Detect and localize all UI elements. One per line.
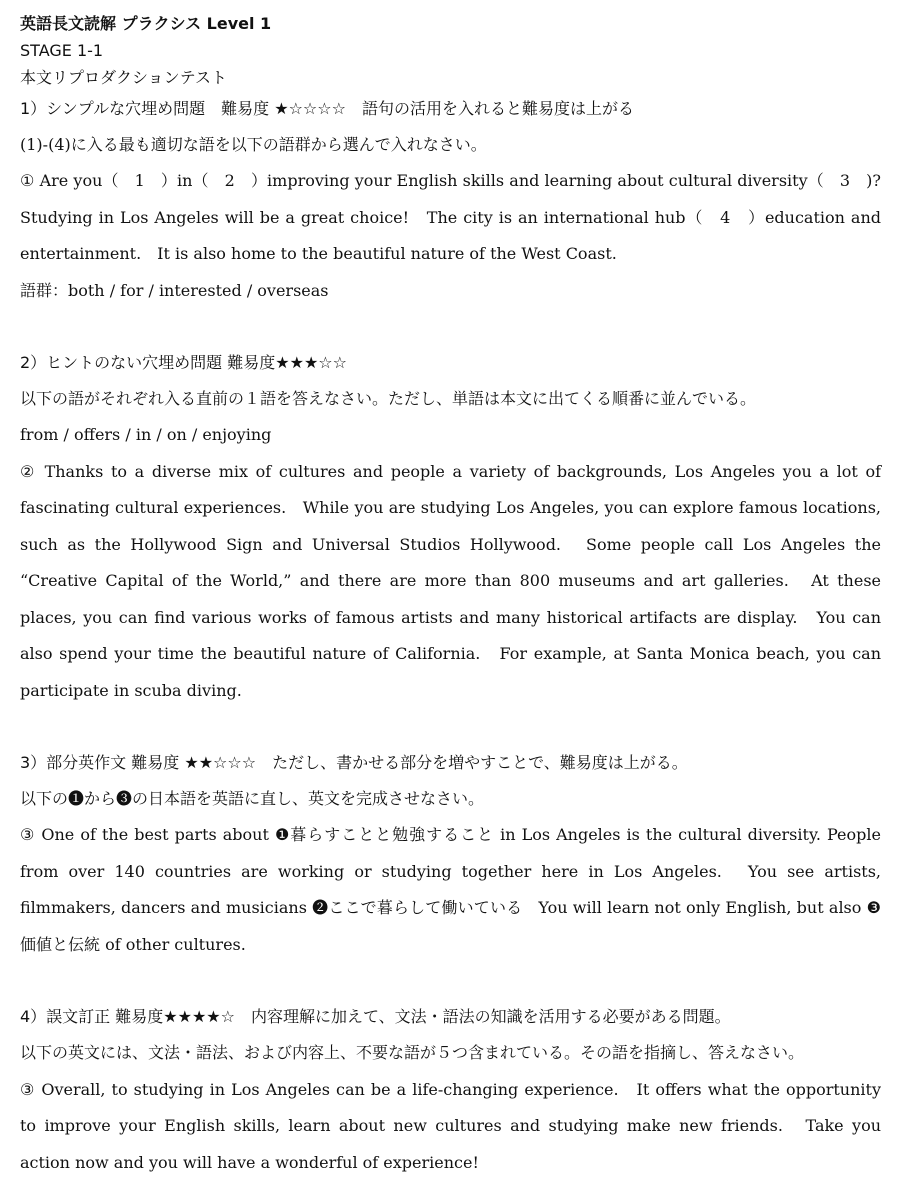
section-2-heading: 2）ヒントのない穴埋め問題 難易度★★★☆☆ [20, 353, 347, 372]
stage-label: STAGE 1-1 [20, 41, 104, 60]
spacer [20, 963, 881, 999]
section-4-passage: ③ Overall, to studying in Los Angeles can be a life-changing experience. It offers what the opportunity to improve your English skills, learn about new cultures and studying make new friends. Take you action now and you will have a wonderful of experience! [20, 1079, 881, 1172]
section-1-heading: 1）シンプルな穴埋め問題 難易度 ★☆☆☆☆ 語句の活用を入れると難易度は上がる [20, 99, 634, 118]
section-1-vocab: 語群：both / for / interested / overseas [20, 280, 329, 300]
section-3 [20, 745, 881, 963]
document-title: 英語長文読解 プラクシス Level 1 [20, 14, 272, 33]
section-1-passage: ① Are you（ 1 ）in（ 2 ）improving your English skills and learning about cultural diversity（ 3 )? Studying in Los Angeles will be a great choice! The city is an international hub（ 4 ）education and entertainment. It is also home to the beautiful nature of the West Coast. [20, 171, 881, 263]
document-header [20, 10, 881, 91]
section-2-words: from / offers / in / on / enjoying [20, 425, 272, 444]
section-2-instruction: 以下の語がそれぞれ入る直前の１語を答えなさい。ただし、単語は本文に出てくる順番に並んでいる。 [20, 389, 757, 408]
section-3-heading: 3）部分英作文 難易度 ★★☆☆☆ ただし、書かせる部分を増やすことで、難易度は上がる。 [20, 753, 688, 772]
section-1 [20, 91, 881, 309]
section-4-instruction: 以下の英文には、文法・語法、および内容上、不要な語が５つ含まれている。その語を指摘し、答えなさい。 [20, 1043, 805, 1062]
section-2 [20, 345, 881, 709]
section-1-instruction: (1)-(4)に入る最も適切な語を以下の語群から選んで入れなさい。 [20, 135, 487, 154]
spacer [20, 309, 881, 345]
section-2-passage: ② Thanks to a diverse mix of cultures and people a variety of backgrounds, Los Angeles you a lot of fascinating cultural experiences. While you are studying Los Angeles, you can explore famous locations, such as the Hollywood Sign and Universal Studios Hollywood. Some people call Los Angeles the “Creative Capital of the World,” and there are more than 800 museums and art galleries. At these places, you can find various works of famous artists and many historical artifacts are display. You can also spend your time the beautiful nature of California. For example, at Santa Monica beach, you can participate in scuba diving. [20, 461, 881, 700]
section-3-instruction: 以下の❶から❸の日本語を英語に直し、英文を完成させなさい。 [20, 789, 485, 808]
document-subtitle: 本文リプロダクションテスト [20, 68, 228, 87]
section-4-heading: 4）誤文訂正 難易度★★★★☆ 内容理解に加えて、文法・語法の知識を活用する必要がある問題。 [20, 1007, 731, 1026]
spacer [20, 709, 881, 745]
section-4 [20, 999, 881, 1181]
section-3-passage: ③ One of the best parts about ❶暮らすことと勉強すること in Los Angeles is the cultural diversity. People from over 140 countries are working or studying together here in Los Angeles. You see artists, filmmakers, dancers and musicians ❷ここで暮らして働いている You will learn not only English, but also ❸価値と伝統 of other cultures. [20, 825, 881, 954]
